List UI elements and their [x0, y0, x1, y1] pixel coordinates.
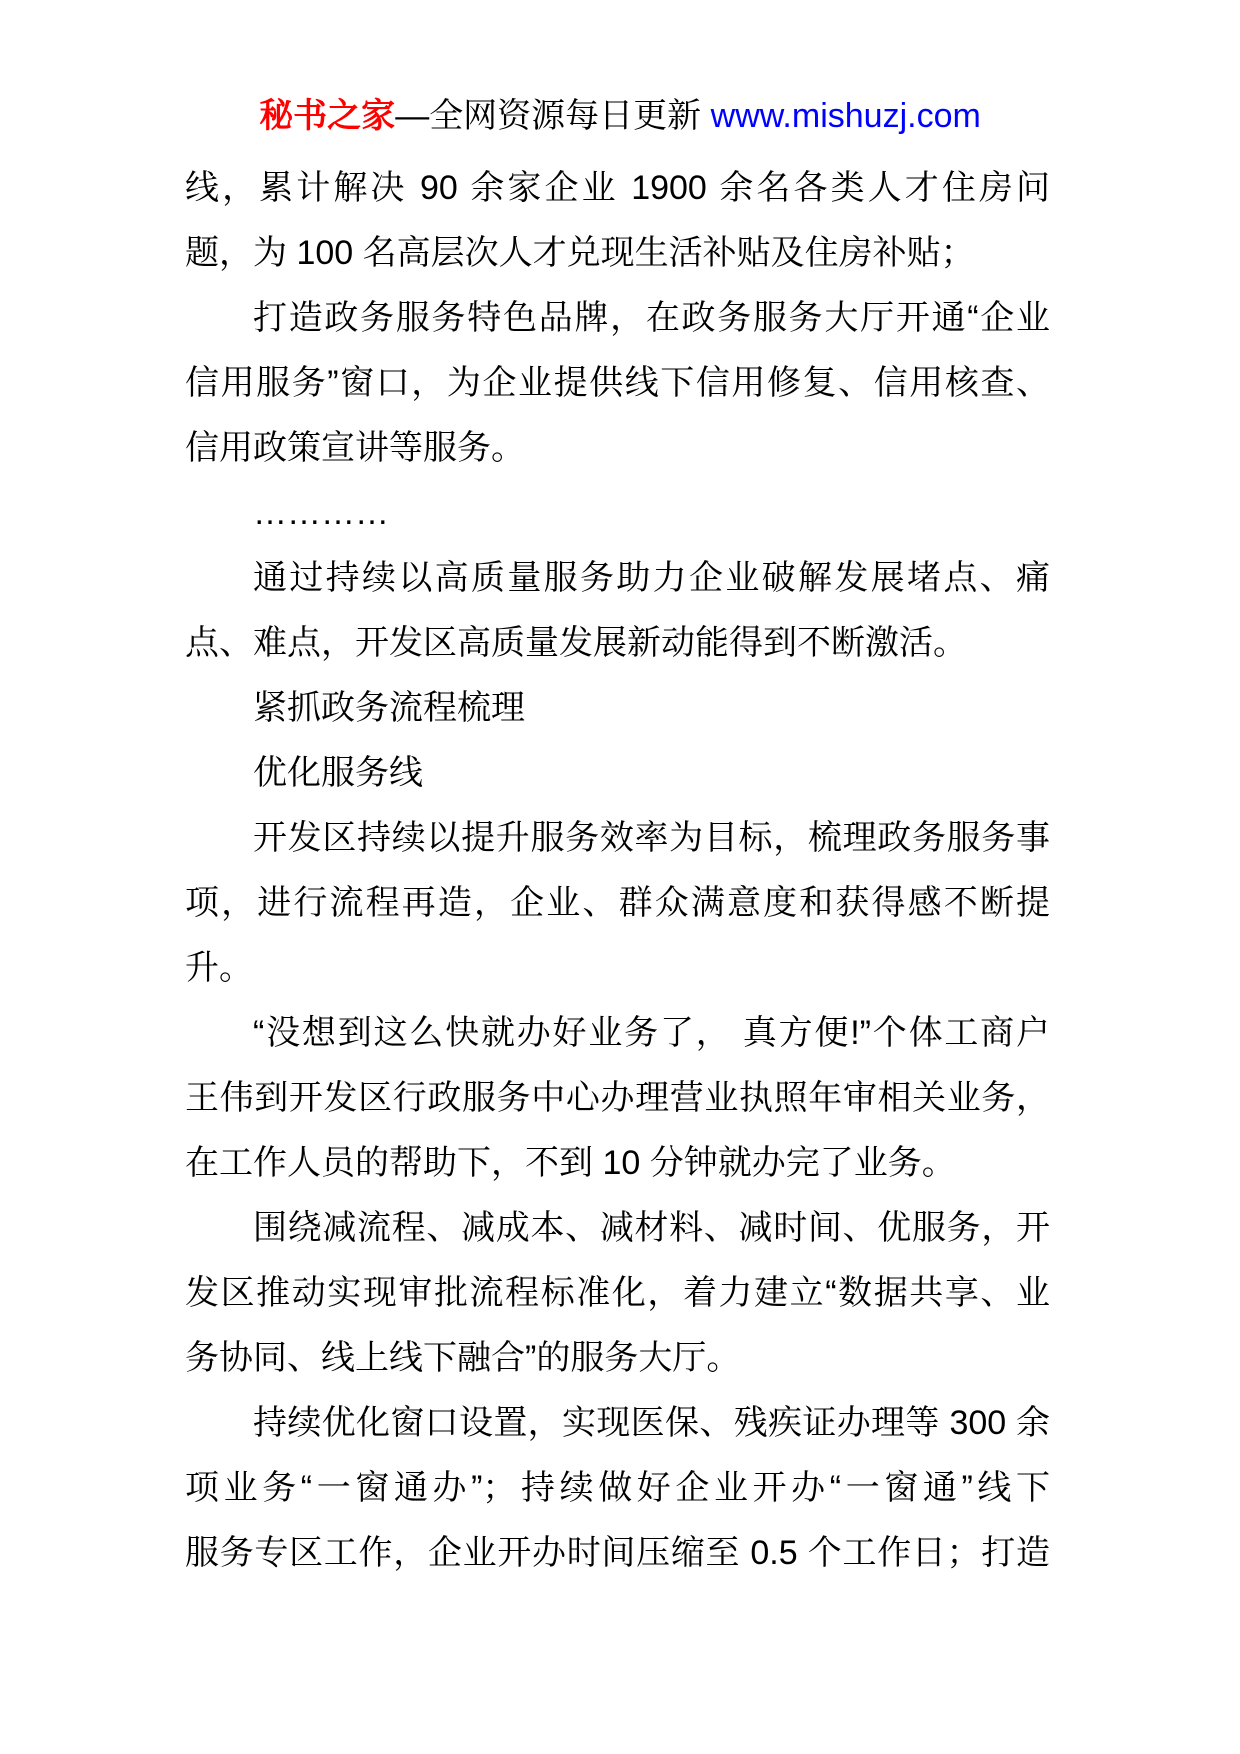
text-line: 点、难点，开发区高质量发展新动能得到不断激活。 — [185, 624, 967, 662]
text-line: 升。 — [185, 949, 253, 987]
text-line: 紧抓政务流程梳理 — [253, 689, 525, 727]
text-line: 王伟到开发区行政服务中心办理营业执照年审相关业务， — [185, 1079, 1050, 1117]
text-line: 优化服务线 — [253, 754, 423, 792]
text-line: “没想到这么快就办好业务了， 真方便!”个体工商户 — [253, 1014, 1050, 1052]
document-body — [185, 156, 1050, 1586]
text-line: 信用服务”窗口，为企业提供线下信用修复、信用核查、 — [185, 364, 1050, 402]
text-line: 持续优化窗口设置，实现医保、残疾证办理等 300 余 — [253, 1404, 1050, 1442]
site-brand: 秘书之家 — [259, 97, 396, 135]
header-tagline: —全网资源每日更新 — [395, 97, 711, 135]
text-line: 打造政务服务特色品牌，在政务服务大厅开通“企业 — [253, 299, 1050, 337]
page-header — [0, 0, 1240, 149]
text-line: ………… — [253, 494, 389, 532]
text-line: 线，累计解决 90 余家企业 1900 余名各类人才住房问 — [185, 169, 1050, 207]
site-url-link[interactable]: www.mishuzj.com — [710, 97, 981, 135]
text-line: 项，进行流程再造，企业、群众满意度和获得感不断提 — [185, 884, 1050, 922]
text-line: 发区推动实现审批流程标准化，着力建立“数据共享、业 — [185, 1274, 1050, 1312]
text-line: 服务专区工作，企业开办时间压缩至 0.5 个工作日；打造 — [185, 1534, 1050, 1572]
text-line: 信用政策宣讲等服务。 — [185, 429, 525, 467]
text-line: 通过持续以高质量服务助力企业破解发展堵点、痛 — [253, 559, 1050, 597]
text-line: 项业务“一窗通办”；持续做好企业开办“一窗通”线下 — [185, 1469, 1050, 1507]
text-line: 围绕减流程、减成本、减材料、减时间、优服务，开 — [253, 1209, 1050, 1247]
text-line: 在工作人员的帮助下，不到 10 分钟就办完了业务。 — [185, 1144, 956, 1182]
text-line: 开发区持续以提升服务效率为目标，梳理政务服务事 — [253, 819, 1050, 857]
text-line: 题，为 100 名高层次人才兑现生活补贴及住房补贴； — [185, 234, 975, 272]
text-line: 务协同、线上线下融合”的服务大厅。 — [185, 1339, 741, 1377]
